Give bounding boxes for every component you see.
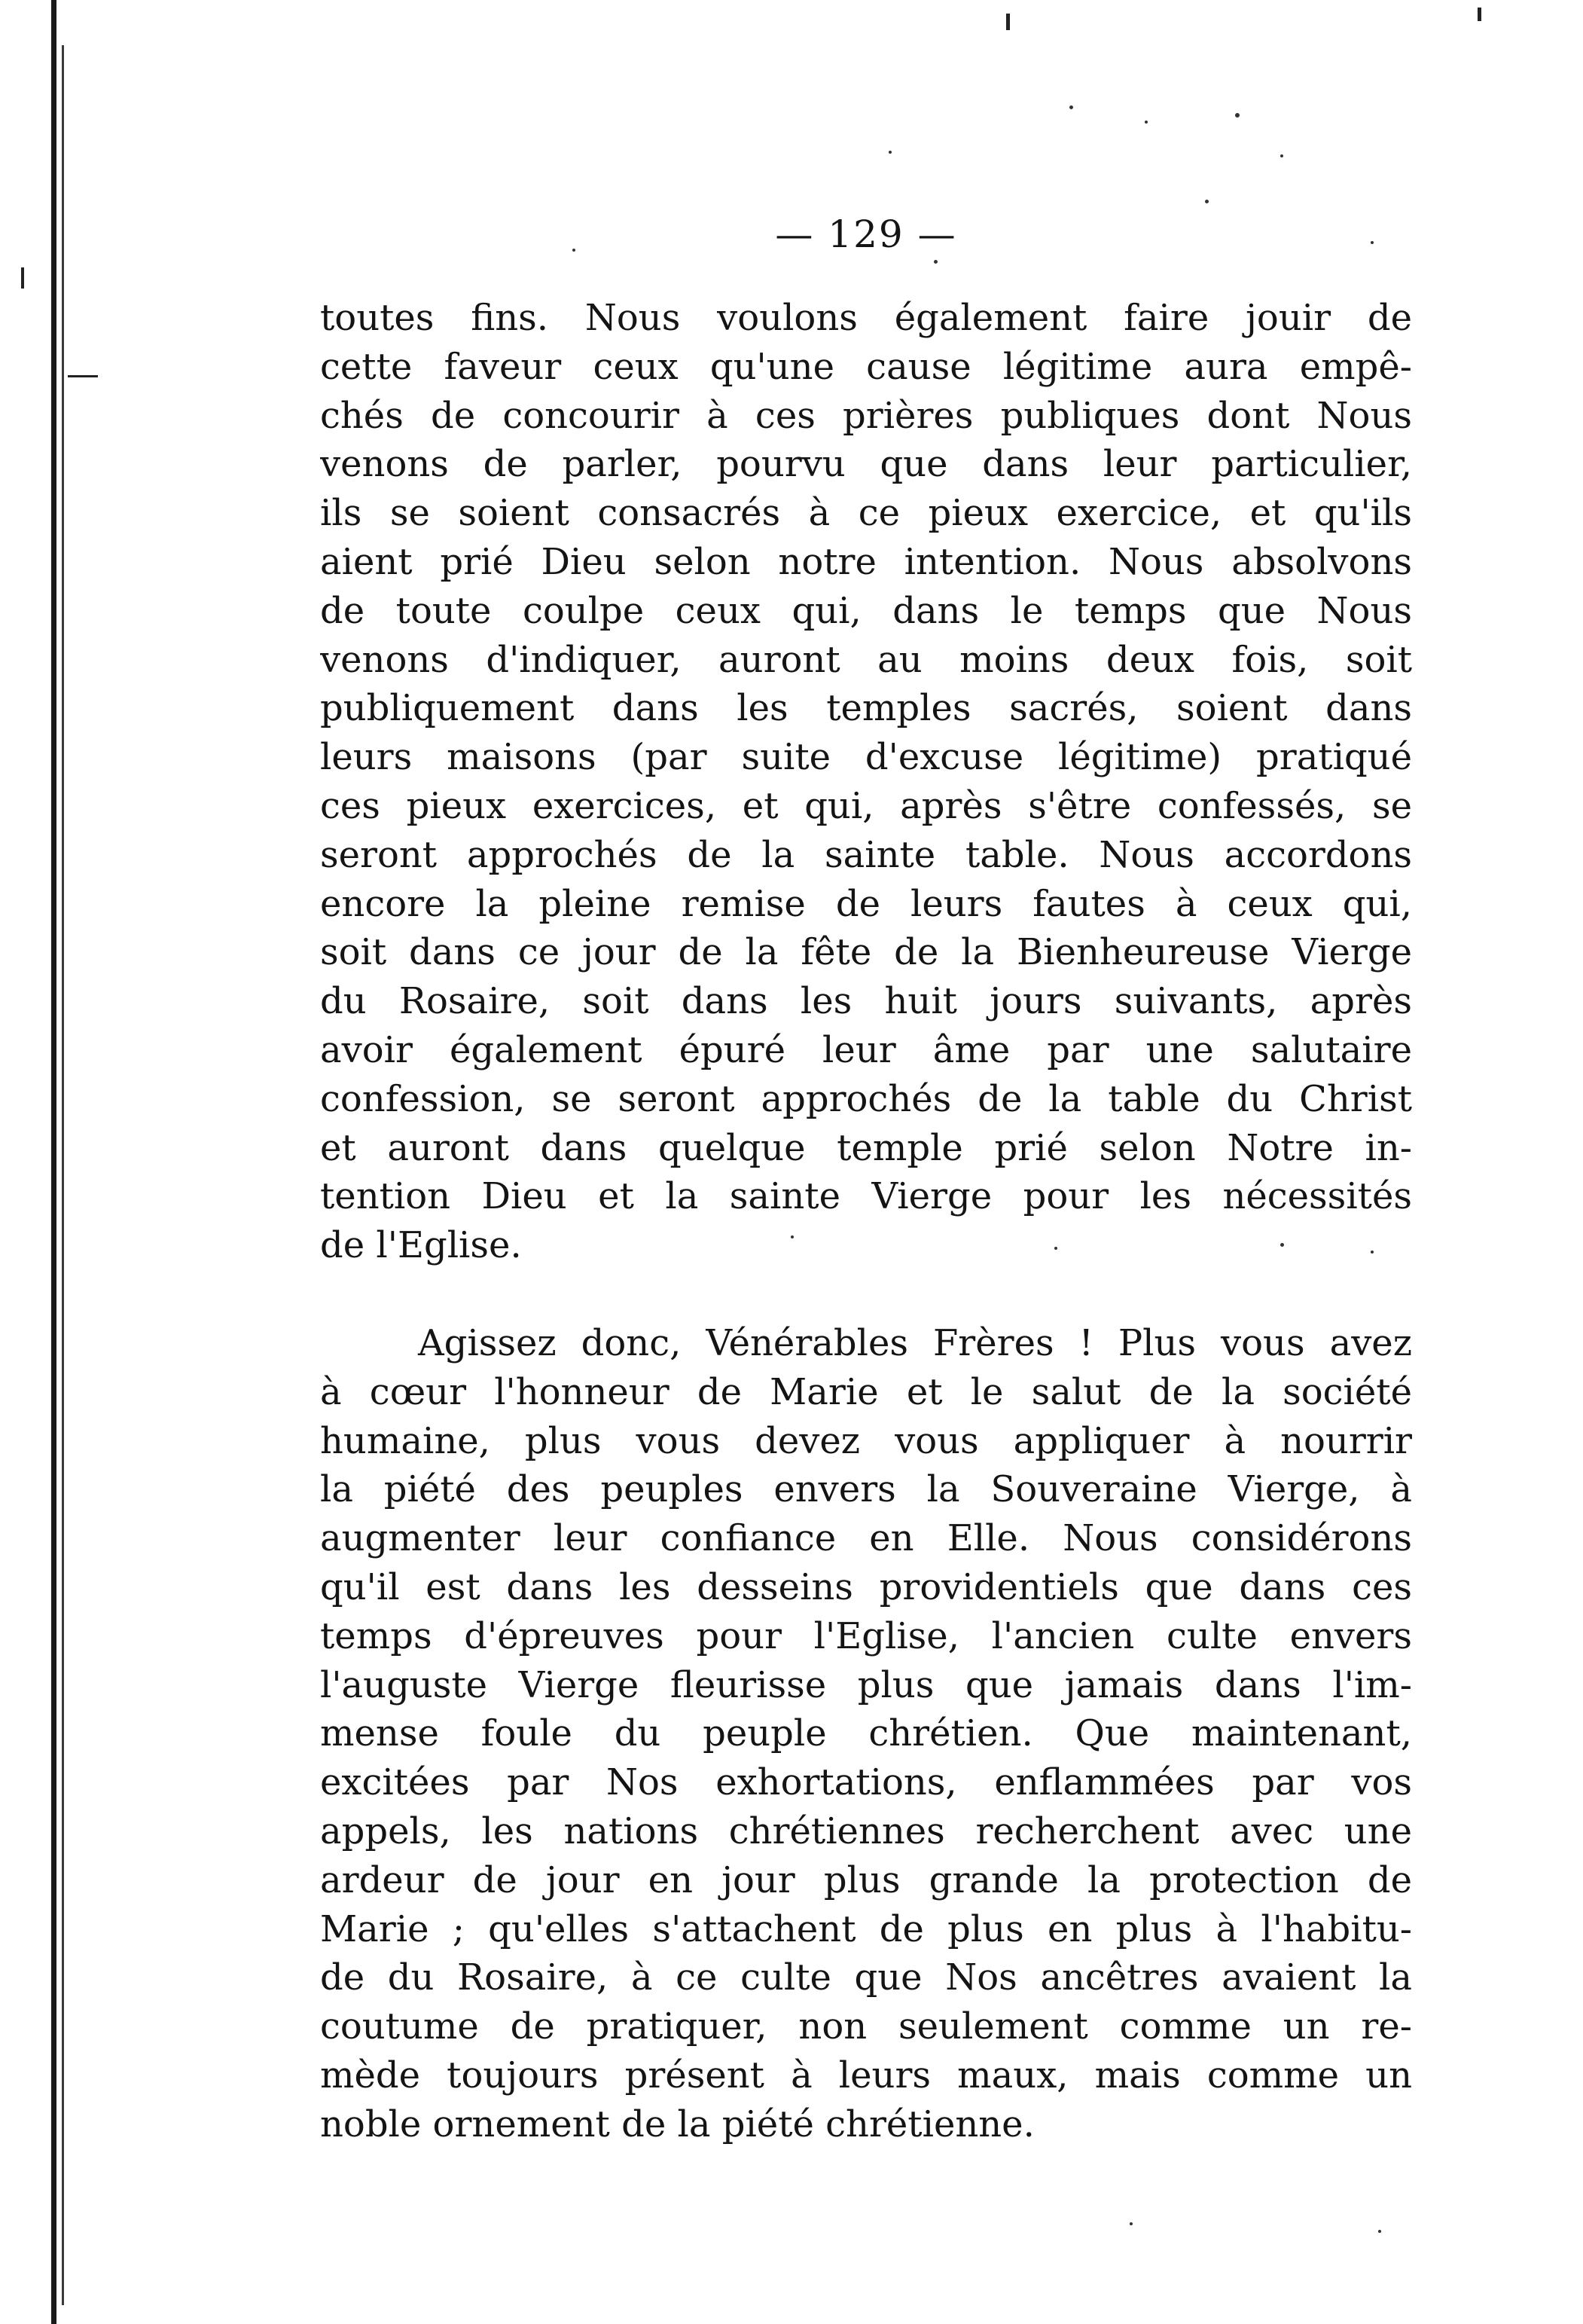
print-speck — [1145, 121, 1148, 124]
print-speck — [1069, 105, 1073, 109]
margin-mark — [68, 375, 98, 377]
paragraph-gap — [320, 1270, 1412, 1319]
text-line: et auront dans quelque temple prié selon Notre in- — [320, 1126, 1412, 1169]
text-line: temps d'épreuves pour l'Eglise, l'ancien culte envers — [320, 1614, 1412, 1657]
text-line: toutes fins. Nous voulons également faire jouir de — [320, 297, 1412, 339]
text-line: ardeur de jour en jour plus grande la protection de — [320, 1858, 1412, 1901]
text-line: humaine, plus vous devez vous appliquer à nourrir — [320, 1419, 1412, 1462]
text-line: de l'Eglise. — [320, 1224, 522, 1267]
print-speck — [889, 151, 892, 154]
text-line: qu'il est dans les desseins providentiels que dans ces — [320, 1565, 1412, 1608]
text-line: mense foule du peuple chrétien. Que maintenant, — [320, 1712, 1412, 1755]
text-line: soit dans ce jour de la fête de la Bienheureuse Vierge — [320, 931, 1412, 974]
text-line: à cœur l'honneur de Marie et le salut de la société — [320, 1370, 1412, 1413]
binding-edge-line — [51, 0, 56, 2324]
print-speck — [572, 249, 575, 252]
text-line: tention Dieu et la sainte Vierge pour les nécessités — [320, 1175, 1412, 1218]
text-line: Marie ; qu'elles s'attachent de plus en plus à l'habitu- — [320, 1907, 1412, 1950]
paragraph — [320, 1319, 1412, 2149]
text-line: seront approchés de la sainte table. Nous accordons — [320, 833, 1412, 876]
text-line: l'auguste Vierge fleurisse plus que jamais dans l'im- — [320, 1663, 1412, 1706]
text-line: coutume de pratiquer, non seulement comme un re- — [320, 2005, 1412, 2048]
text-line: ils se soient consacrés à ce pieux exercice, et qu'ils — [320, 492, 1412, 535]
body-text — [320, 294, 1412, 2148]
print-speck — [1371, 241, 1374, 244]
text-line: excitées par Nos exhortations, enflammées par vos — [320, 1761, 1412, 1804]
print-speck — [1205, 200, 1209, 203]
text-line: venons de parler, pourvu que dans leur particulier, — [320, 443, 1412, 486]
print-speck — [1130, 2222, 1133, 2225]
text-line: venons d'indiquer, auront au moins deux fois, soit — [320, 638, 1412, 681]
text-line: aient prié Dieu selon notre intention. Nous absolvons — [320, 540, 1412, 583]
binding-edge-shadow — [62, 45, 64, 2305]
text-line: avoir également épuré leur âme par une salutaire — [320, 1028, 1412, 1071]
text-line: confession, se seront approchés de la table du Christ — [320, 1077, 1412, 1120]
text-line: publiquement dans les temples sacrés, soient dans — [320, 687, 1412, 730]
text-line: du Rosaire, soit dans les huit jours suivants, après — [320, 980, 1412, 1023]
text-line: chés de concourir à ces prières publiques dont Nous — [320, 394, 1412, 437]
print-speck — [1378, 2230, 1381, 2233]
text-line: appels, les nations chrétiennes recherchent avec une — [320, 1809, 1412, 1852]
paragraph — [320, 294, 1412, 1270]
text-line: augmenter leur confiance en Elle. Nous considérons — [320, 1517, 1412, 1560]
text-line: la piété des peuples envers la Souveraine Vierge, à — [320, 1468, 1412, 1511]
margin-mark — [1006, 14, 1010, 30]
print-speck — [1235, 113, 1240, 118]
text-line: ces pieux exercices, et qui, après s'être confessés, se — [320, 784, 1412, 827]
margin-mark — [21, 267, 24, 289]
text-line: de toute coulpe ceux qui, dans le temps que Nous — [320, 589, 1412, 632]
print-speck — [934, 260, 938, 264]
text-line: de du Rosaire, à ce culte que Nos ancêtres avaient la — [320, 1956, 1412, 1999]
text-line: Agissez donc, Vénérables Frères ! Plus vous avez — [418, 1321, 1412, 1364]
print-speck — [1280, 154, 1283, 157]
text-line: leurs maisons (par suite d'excuse légitime) pratiqué — [320, 736, 1412, 779]
text-line: noble ornement de la piété chrétienne. — [320, 2103, 1035, 2145]
text-line: encore la pleine remise de leurs fautes à ceux qui, — [320, 882, 1412, 925]
page-number: — 129 — — [775, 212, 957, 256]
margin-mark — [1478, 8, 1481, 21]
text-line: mède toujours présent à leurs maux, mais comme un — [320, 2054, 1412, 2096]
text-line: cette faveur ceux qu'une cause légitime aura empê- — [320, 345, 1412, 388]
